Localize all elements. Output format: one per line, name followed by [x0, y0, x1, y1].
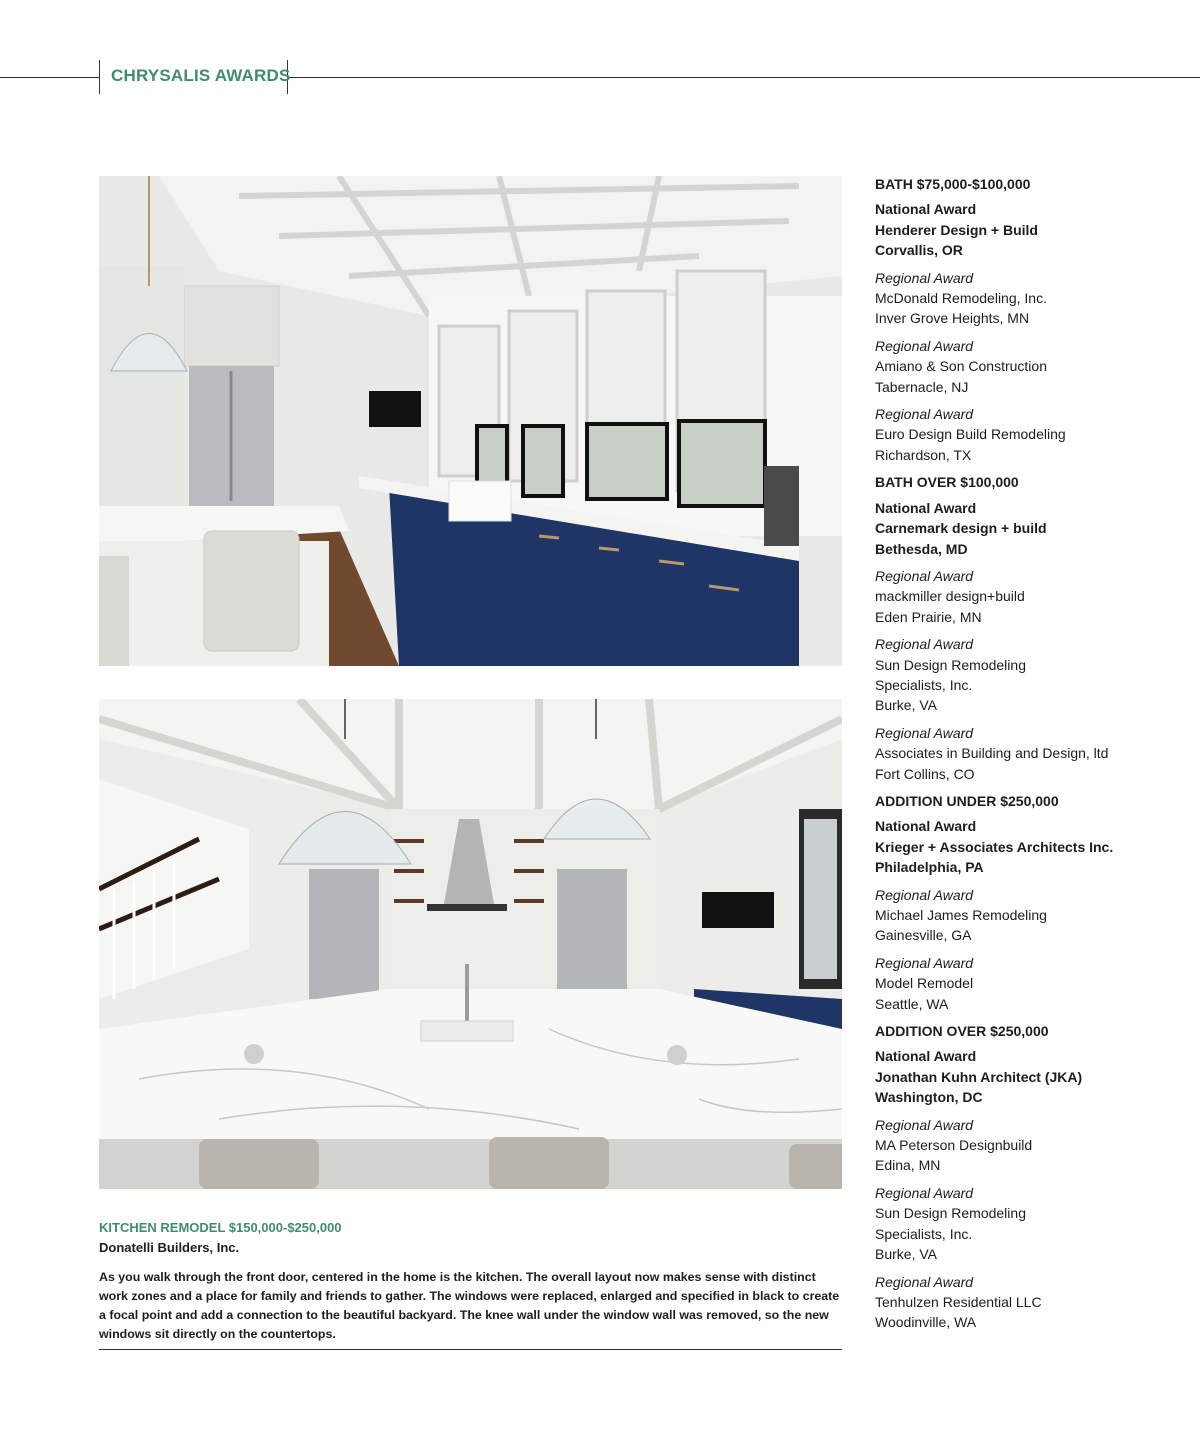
award-firm: Model Remodel [875, 975, 974, 992]
award-firm: Tenhulzen Residential LLC [875, 1293, 1042, 1310]
award-entry [875, 498, 1175, 559]
award-location: Burke, VA [875, 1246, 937, 1263]
award-category-heading: ADDITION OVER $250,000 [875, 1023, 1049, 1040]
award-type: Regional Award [875, 406, 974, 423]
award-type: Regional Award [875, 954, 974, 971]
award-type: National Award [875, 818, 977, 835]
award-type: Regional Award [875, 1184, 974, 1201]
award-entry [875, 953, 1175, 1014]
award-type: Regional Award [875, 1273, 974, 1290]
award-firm: mackmiller design+build [875, 588, 1025, 605]
award-location: Washington, DC [875, 1089, 983, 1106]
award-entry [875, 634, 1175, 716]
award-category-heading: ADDITION UNDER $250,000 [875, 792, 1059, 809]
award-firm: Sun Design Remodeling [875, 656, 1026, 673]
award-location: Corvallis, OR [875, 242, 963, 259]
award-type: Regional Award [875, 337, 974, 354]
award-type: Regional Award [875, 636, 974, 653]
award-location: Inver Grove Heights, MN [875, 310, 1030, 327]
award-entry [875, 885, 1175, 946]
award-category-heading: BATH OVER $100,000 [875, 474, 1019, 491]
header-rule-right [288, 77, 1200, 78]
award-firm: Krieger + Associates Architects Inc. [875, 838, 1114, 855]
award-entry [875, 1115, 1175, 1176]
header-rule-left [0, 77, 99, 78]
award-location: Eden Prairie, MN [875, 608, 982, 625]
kitchen-photo-window-wall [99, 176, 842, 666]
award-entry [875, 723, 1175, 784]
award-entry [875, 199, 1175, 260]
award-location: Burke, VA [875, 697, 937, 714]
award-type: Regional Award [875, 269, 974, 286]
section-title: CHRYSALIS AWARDS [111, 66, 291, 85]
caption-body: As you walk through the front door, centered in the home is the kitchen. The overall layout now makes sense with distinct work zones and a place for family and friends to gather. The windows were replaced, enlarged and specified in black to create a focal point and add a connection to the beautiful backyard. The knee wall under the window wall was removed, so the new windows sit directly on the countertops. [99, 1270, 840, 1341]
award-entry [875, 816, 1175, 877]
award-location: Philadelphia, PA [875, 859, 984, 876]
award-type: Regional Award [875, 1116, 974, 1133]
award-location: Gainesville, GA [875, 927, 972, 944]
award-location: Woodinville, WA [875, 1314, 977, 1331]
award-location: Edina, MN [875, 1157, 941, 1174]
award-type: Regional Award [875, 567, 974, 584]
awards-sidebar [875, 174, 1175, 1340]
award-type: Regional Award [875, 724, 974, 741]
award-firm: Specialists, Inc. [875, 676, 973, 693]
award-firm: Jonathan Kuhn Architect (JKA) [875, 1068, 1083, 1085]
award-entry [875, 268, 1175, 329]
award-firm: Michael James Remodeling [875, 907, 1047, 923]
caption-rule [99, 1349, 842, 1350]
caption-firm: Donatelli Builders, Inc. [99, 1240, 240, 1255]
award-firm: Specialists, Inc. [875, 1225, 973, 1242]
award-type: Regional Award [875, 886, 974, 903]
award-firm: MA Peterson Designbuild [875, 1137, 1033, 1154]
caption-category: KITCHEN REMODEL $150,000-$250,000 [99, 1220, 342, 1235]
award-type: National Award [875, 1048, 977, 1065]
award-entry [875, 336, 1175, 397]
award-location: Richardson, TX [875, 446, 972, 463]
kitchen-photo-island [99, 699, 842, 1189]
award-firm: McDonald Remodeling, Inc. [875, 290, 1047, 307]
award-entry [875, 566, 1175, 627]
award-firm: Euro Design Build Remodeling [875, 426, 1066, 443]
award-location: Fort Collins, CO [875, 765, 975, 782]
award-location: Tabernacle, NJ [875, 378, 969, 395]
award-location: Seattle, WA [875, 995, 949, 1012]
award-firm: Associates in Building and Design, ltd [875, 745, 1109, 762]
award-entry [875, 1272, 1175, 1333]
award-firm: Amiano & Son Construction [875, 358, 1047, 375]
award-entry [875, 1046, 1175, 1107]
award-entry [875, 1183, 1175, 1265]
award-type: National Award [875, 201, 977, 218]
award-entry [875, 404, 1175, 465]
award-firm: Sun Design Remodeling [875, 1205, 1026, 1222]
award-type: National Award [875, 499, 977, 516]
award-firm: Carnemark design + build [875, 520, 1047, 537]
award-location: Bethesda, MD [875, 540, 968, 557]
award-firm: Henderer Design + Build [875, 221, 1038, 238]
award-category-heading: BATH $75,000-$100,000 [875, 176, 1031, 192]
